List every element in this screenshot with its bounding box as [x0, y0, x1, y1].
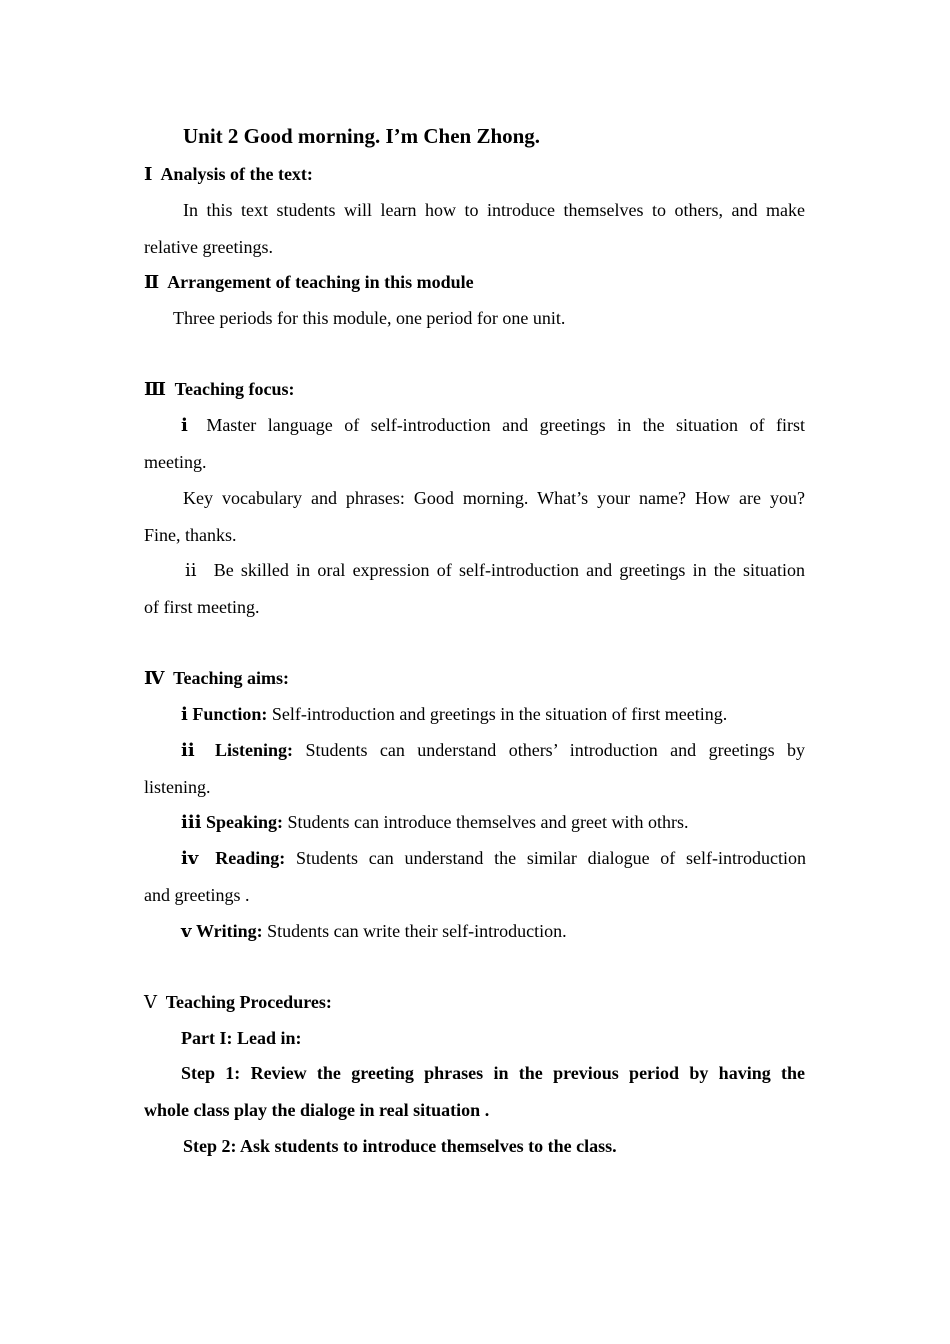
- section-arrangement-heading: [144, 271, 474, 293]
- section-numeral: Ⅲ: [144, 379, 166, 399]
- analysis-paragraph-line: In this text students will learn how to introduce themselves to others, and make: [183, 200, 805, 220]
- aim-item: [181, 847, 806, 869]
- aim-text: Self-introduction and greetings in the situation of first meeting.: [271, 704, 728, 724]
- aim-label: Speaking:: [206, 812, 284, 832]
- section-heading-text: Teaching focus:: [174, 379, 295, 399]
- focus-vocab-line: Key vocabulary and phrases: Good morning. What’s your name? How are you?: [183, 488, 805, 508]
- aim-text-continued: and greetings .: [144, 885, 250, 905]
- aim-text: Students can understand others’ introduction and greetings by: [305, 740, 805, 760]
- procedure-step-line: Step 1: Review the greeting phrases in the previous period by having the: [181, 1063, 805, 1083]
- aim-item: [181, 703, 727, 725]
- section-heading-text: Arrangement of teaching in this module: [167, 272, 474, 292]
- aim-item: [181, 811, 688, 833]
- section-numeral: Ⅴ: [144, 992, 157, 1012]
- aim-numeral: ⅲ: [181, 812, 202, 832]
- focus-vocab-line: Fine, thanks.: [144, 525, 237, 545]
- section-heading-text: Teaching aims:: [173, 668, 289, 688]
- analysis-paragraph-line: relative greetings.: [144, 237, 273, 257]
- aim-numeral: ⅴ: [181, 921, 192, 941]
- procedure-step-line: Step 2: Ask students to introduce themselves to the class.: [183, 1136, 617, 1156]
- aim-label: Function:: [192, 704, 268, 724]
- aim-numeral: ⅱ: [181, 740, 203, 760]
- focus-item-line: meeting.: [144, 452, 207, 472]
- section-numeral: Ⅱ: [144, 272, 160, 292]
- item-text: Master language of self-introduction and greetings in the situation of first: [206, 415, 805, 435]
- section-focus-heading: [144, 378, 294, 400]
- focus-item-line: [181, 414, 805, 436]
- aim-numeral: ⅳ: [181, 848, 205, 868]
- arrangement-text: Three periods for this module, one period for one unit.: [173, 308, 566, 328]
- section-heading-text: Teaching Procedures:: [165, 992, 332, 1012]
- aim-text: Students can write their self-introduction.: [267, 921, 567, 941]
- aim-text-continued: listening.: [144, 777, 211, 797]
- section-numeral: Ⅳ: [144, 668, 165, 688]
- aim-label: Reading:: [215, 848, 286, 868]
- aim-label: Writing:: [195, 921, 263, 941]
- aim-numeral: ⅰ: [181, 704, 188, 724]
- procedure-step-line: whole class play the dialoge in real situation .: [144, 1100, 490, 1120]
- section-numeral: Ⅰ: [144, 164, 153, 184]
- section-aims-heading: [144, 667, 289, 689]
- item-numeral: ⅰ: [181, 415, 195, 435]
- item-text: Be skilled in oral expression of self-introduction and greetings in the situation: [213, 560, 806, 580]
- focus-item-line: of first meeting.: [144, 597, 260, 617]
- document-title: Unit 2 Good morning. I’m Chen Zhong.: [183, 124, 541, 148]
- aim-item: [181, 739, 805, 761]
- focus-item-line: [185, 559, 805, 581]
- section-heading-text: Analysis of the text:: [160, 164, 313, 184]
- aim-text: Students can understand the similar dialogue of self-introduction: [296, 848, 807, 868]
- aim-item: [181, 920, 567, 942]
- aim-label: Listening:: [215, 740, 294, 760]
- section-analysis-heading: [144, 163, 313, 185]
- section-procedures-heading: [144, 991, 332, 1013]
- aim-text: Students can introduce themselves and greet with othrs.: [287, 812, 689, 832]
- item-numeral: ⅱ: [185, 560, 200, 580]
- procedure-part-heading: Part I: Lead in:: [181, 1028, 302, 1048]
